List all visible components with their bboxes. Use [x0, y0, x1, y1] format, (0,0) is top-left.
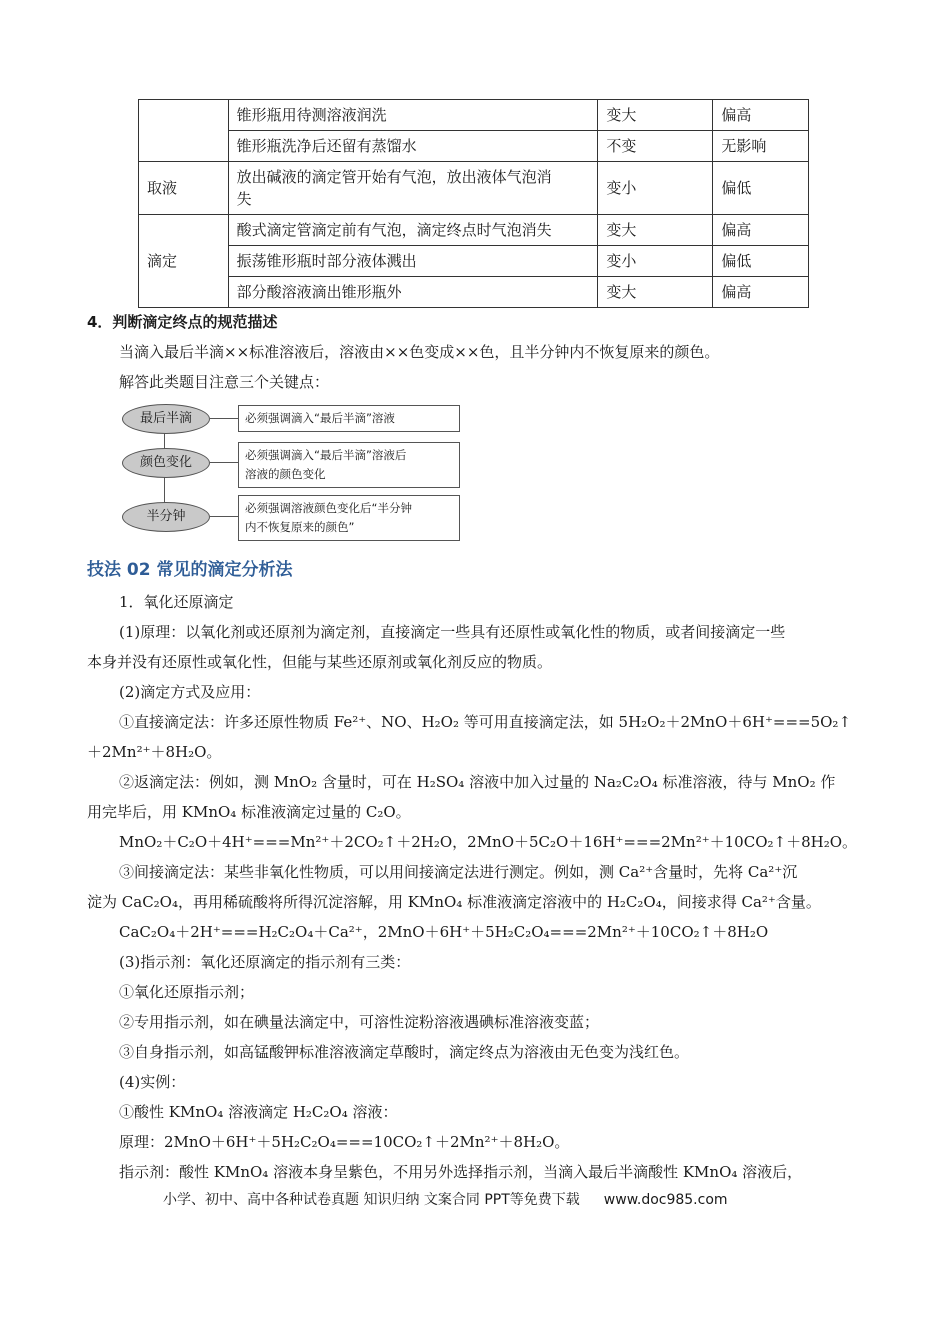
description-text: 必须强调滴入“最后半滴”溶液后	[245, 448, 407, 462]
connector-line	[210, 516, 238, 517]
table-cell-operation: 锥形瓶用待测溶液润洗	[228, 100, 598, 131]
operation-line: 放出碱液的滴定管开始有气泡，放出液体气泡消	[236, 168, 552, 186]
key-point-description	[238, 495, 460, 541]
description-text: 溶液的颜色变化	[245, 467, 326, 481]
table-row	[139, 100, 809, 131]
paragraph: ③自身指示剂，如高锰酸钾标准溶液滴定草酸时，滴定终点为溶液由无色变为浅红色。	[119, 1043, 690, 1061]
key-point-oval: 最后半滴	[122, 404, 210, 434]
paragraph: ＋2Mn²⁺＋8H₂O。	[87, 743, 222, 761]
table-cell-operation	[228, 162, 598, 215]
key-point-description	[238, 442, 460, 488]
paragraph: 解答此类题目注意三个关键点：	[119, 373, 330, 391]
paragraph: (1)原理：以氧化剂或还原剂为滴定剂，直接滴定一些具有还原性或氧化性的物质，或者间接滴定一些	[119, 623, 786, 641]
key-point-oval: 半分钟	[122, 502, 210, 532]
connector-line	[210, 462, 238, 463]
paragraph: ①直接滴定法：许多还原性物质 Fe²⁺、NO、H₂O₂ 等可用直接滴定法，如 5H₂O₂＋2MnO＋6H⁺===5O₂↑	[119, 713, 852, 731]
description-text: 必须强调滴入“最后半滴”溶液	[245, 411, 395, 425]
table-cell-operation: 振荡锥形瓶时部分液体溅出	[228, 246, 598, 277]
equation: CaC₂O₄＋2H⁺===H₂C₂O₄＋Ca²⁺，2MnO＋6H⁺＋5H₂C₂O₄===2Mn²⁺＋10CO₂↑＋8H₂O	[119, 923, 769, 941]
table-row	[139, 246, 809, 277]
paragraph: ②返滴定法：例如，测 MnO₂ 含量时，可在 H₂SO₄ 溶液中加入过量的 Na₂C₂O₄ 标准溶液，待与 MnO₂ 作	[119, 773, 836, 791]
footer-text: 小学、初中、高中各种试卷真题 知识归纳 文案合同 PPT等免费下载	[163, 1192, 580, 1208]
paragraph: ②专用指示剂，如在碘量法滴定中，可溶性淀粉溶液遇碘标准溶液变蓝；	[119, 1013, 600, 1031]
table-cell-operation: 酸式滴定管滴定前有气泡，滴定终点时气泡消失	[228, 215, 598, 246]
footer-link[interactable]: www.doc985.com	[603, 1192, 728, 1208]
table-row	[139, 162, 809, 215]
table-cell-stage: 取液	[139, 162, 229, 215]
paragraph: 淀为 CaC₂O₄，再用稀硫酸将所得沉淀溶解，用 KMnO₄ 标准液滴定溶液中的 H₂C₂O₄，间接求得 Ca²⁺含量。	[87, 893, 821, 911]
table-row	[139, 215, 809, 246]
paragraph: 1．氧化还原滴定	[119, 593, 234, 611]
table-cell-result: 无影响	[713, 131, 809, 162]
description-text: 内不恢复原来的颜色”	[245, 520, 355, 534]
table-cell-volume: 变大	[598, 100, 713, 131]
table-cell-stage	[139, 100, 229, 162]
connector-line	[210, 418, 238, 419]
table-cell-result: 偏低	[713, 162, 809, 215]
paragraph: 指示剂：酸性 KMnO₄ 溶液本身呈紫色，不用另外选择指示剂，当滴入最后半滴酸性 KMnO₄ 溶液后，	[119, 1163, 803, 1181]
description-text: 必须强调溶液颜色变化后“半分钟	[245, 501, 412, 515]
table-cell-volume: 不变	[598, 131, 713, 162]
table-row	[139, 277, 809, 308]
paragraph: (2)滴定方式及应用：	[119, 683, 261, 701]
paragraph: 用完毕后，用 KMnO₄ 标准液滴定过量的 C₂O。	[87, 803, 411, 821]
paragraph: (3)指示剂：氧化还原滴定的指示剂有三类：	[119, 953, 411, 971]
key-point-oval: 颜色变化	[122, 448, 210, 478]
operation-line: 失	[236, 190, 252, 208]
table-cell-operation: 锥形瓶洗净后还留有蒸馏水	[228, 131, 598, 162]
section-heading: 技法 02 常见的滴定分析法	[87, 560, 293, 580]
table-cell-result: 偏高	[713, 100, 809, 131]
error-analysis-table	[138, 99, 809, 308]
section-title: 4．判断滴定终点的规范描述	[87, 313, 278, 331]
paragraph: ③间接滴定法：某些非氧化性物质，可以用间接滴定法进行测定。例如，测 Ca²⁺含量时，先将 Ca²⁺沉	[119, 863, 798, 881]
table-cell-result: 偏低	[713, 246, 809, 277]
page-footer	[163, 1189, 728, 1209]
table-cell-stage: 滴定	[139, 215, 229, 308]
table-cell-volume: 变大	[598, 215, 713, 246]
table-cell-volume: 变大	[598, 277, 713, 308]
table-cell-volume: 变小	[598, 246, 713, 277]
paragraph: (4)实例：	[119, 1073, 186, 1091]
paragraph: ①酸性 KMnO₄ 溶液滴定 H₂C₂O₄ 溶液：	[119, 1103, 398, 1121]
table-cell-result: 偏高	[713, 277, 809, 308]
table-row	[139, 131, 809, 162]
equation: 原理：2MnO＋6H⁺＋5H₂C₂O₄===10CO₂↑＋2Mn²⁺＋8H₂O。	[119, 1133, 570, 1151]
paragraph: 本身并没有还原性或氧化性，但能与某些还原剂或氧化剂反应的物质。	[87, 653, 553, 671]
table-cell-operation: 部分酸溶液滴出锥形瓶外	[228, 277, 598, 308]
key-points-diagram	[122, 400, 467, 545]
table-cell-volume: 变小	[598, 162, 713, 215]
key-point-description	[238, 405, 460, 432]
equation: MnO₂＋C₂O＋4H⁺===Mn²⁺＋2CO₂↑＋2H₂O，2MnO＋5C₂O＋16H⁺===2Mn²⁺＋10CO₂↑＋8H₂O。	[119, 833, 858, 851]
table-cell-result: 偏高	[713, 215, 809, 246]
paragraph: ①氧化还原指示剂；	[119, 983, 255, 1001]
paragraph: 当滴入最后半滴××标准溶液后，溶液由××色变成××色，且半分钟内不恢复原来的颜色。	[119, 343, 720, 361]
